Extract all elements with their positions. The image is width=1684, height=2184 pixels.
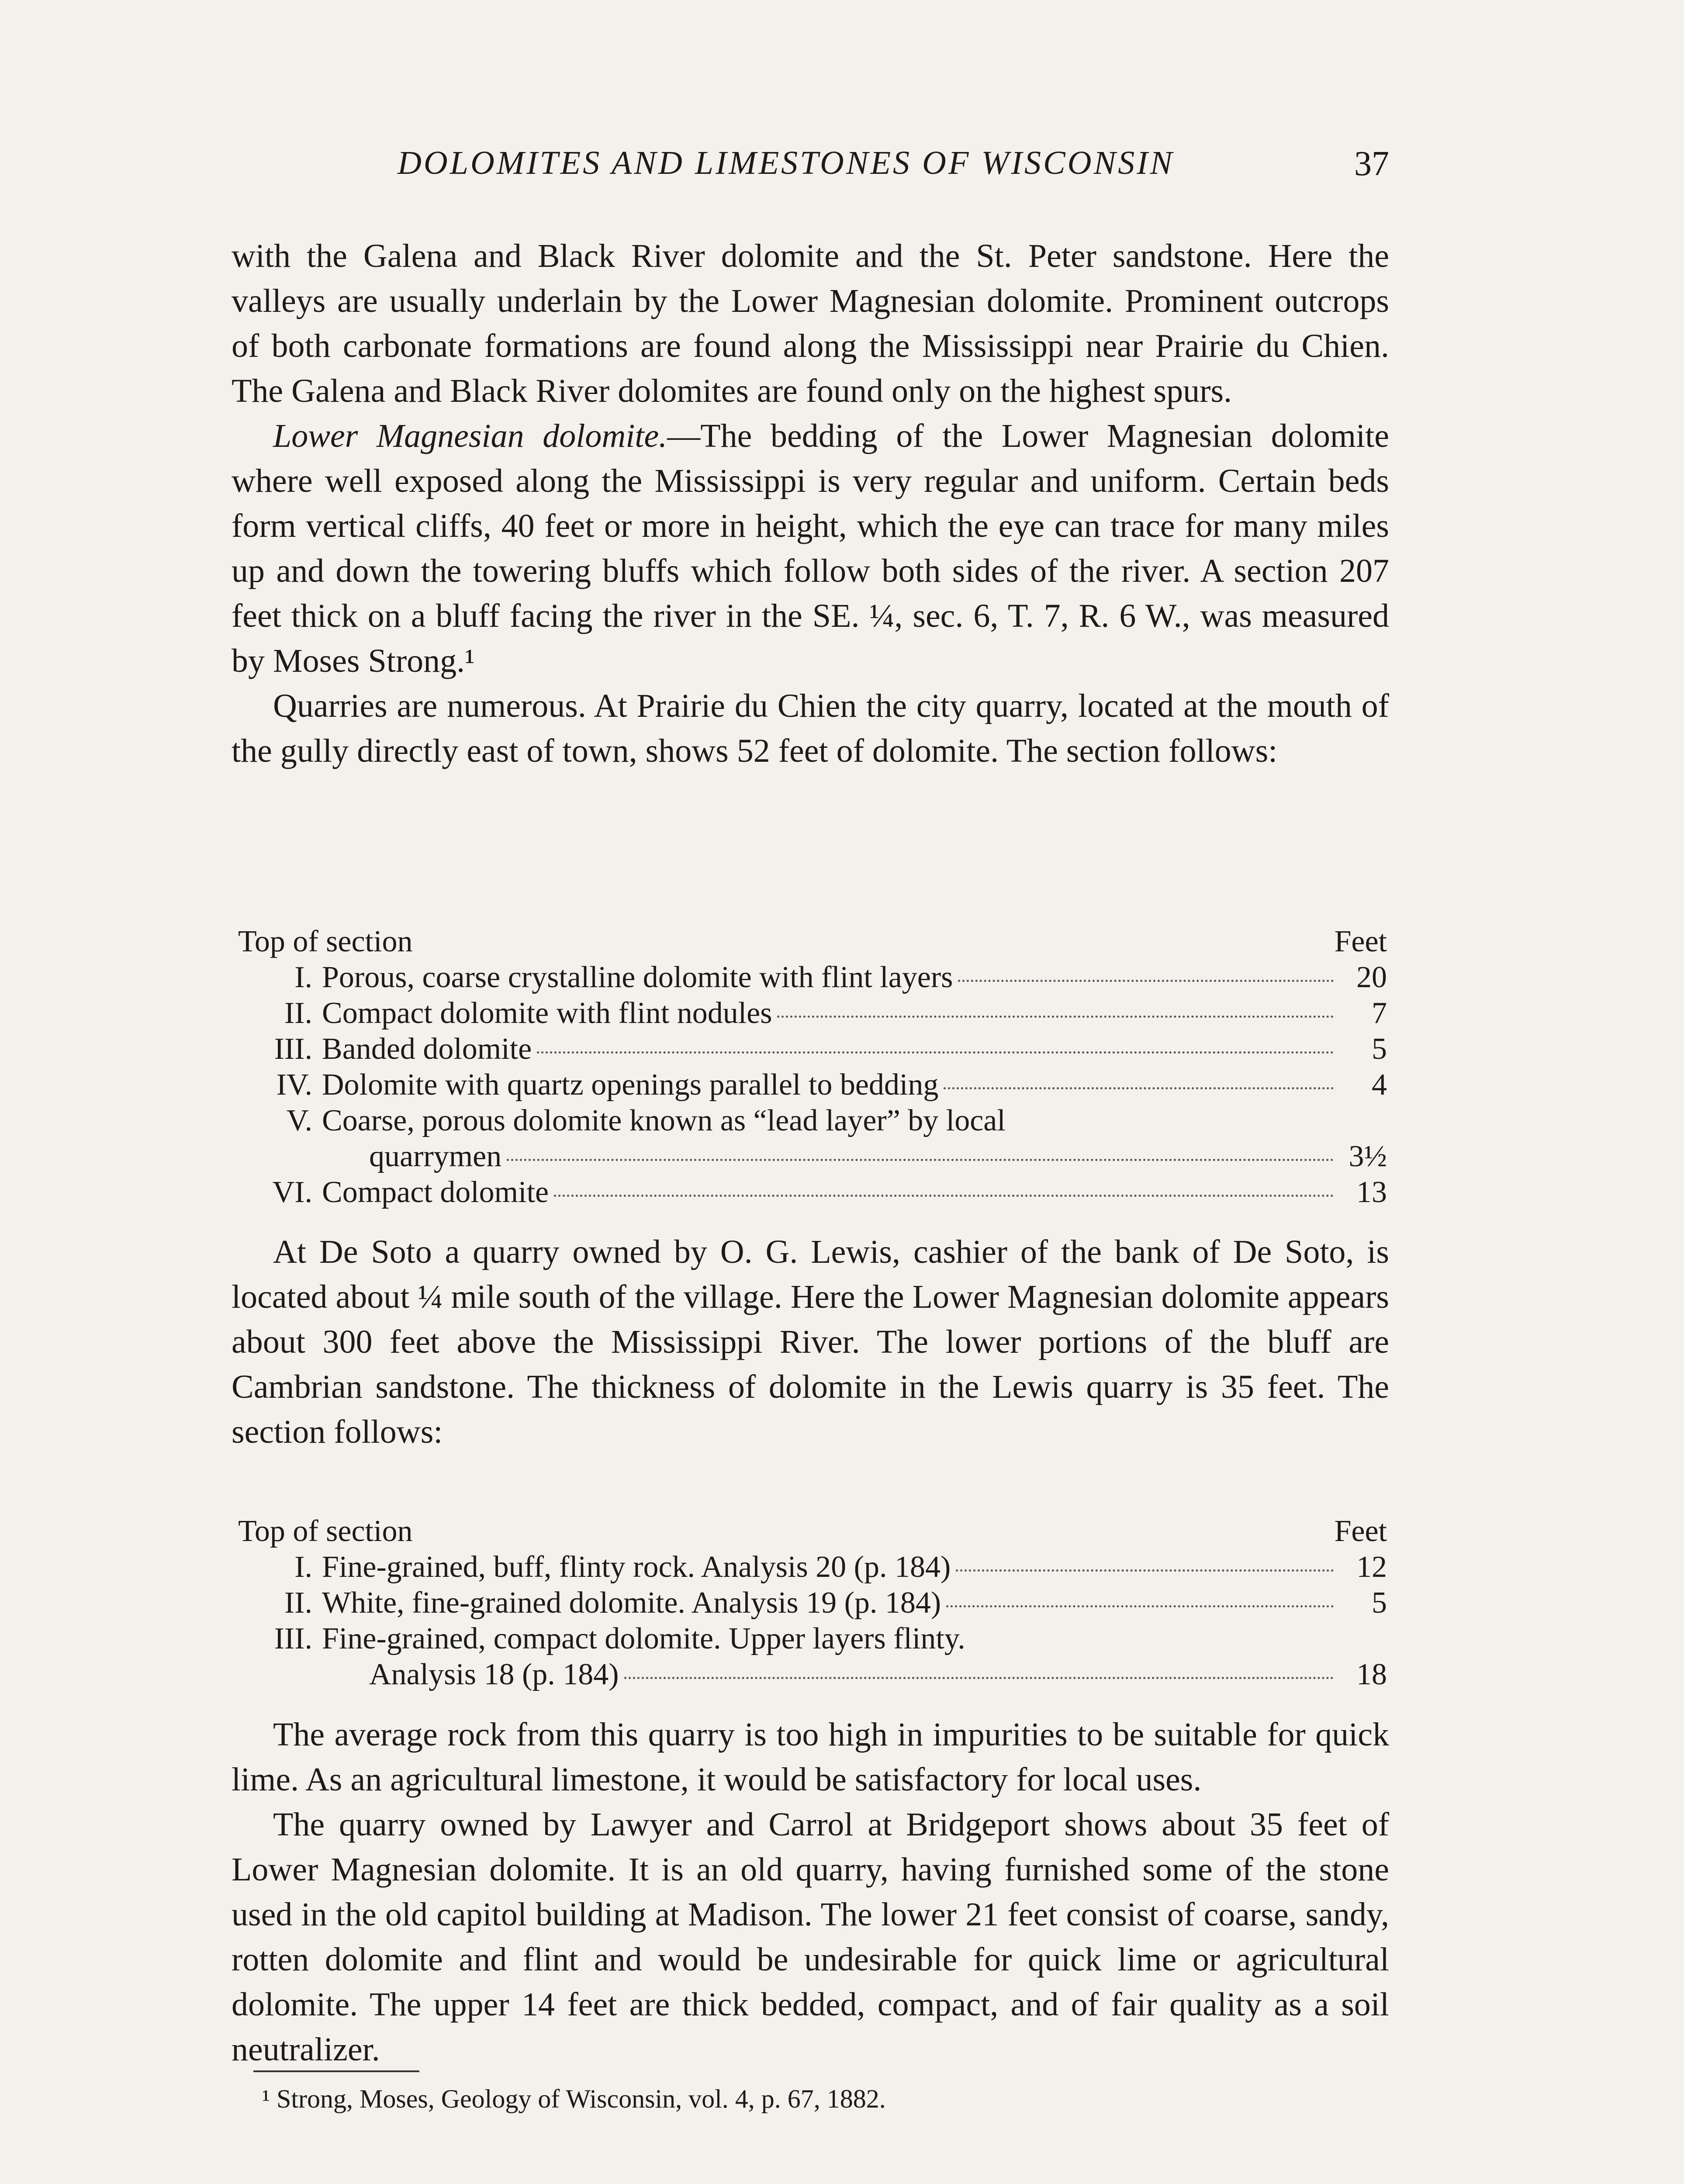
dot-leader	[624, 1677, 1334, 1679]
paragraph-2-heading: Lower Magnesian dolomite.	[273, 418, 667, 454]
dot-leader	[554, 1195, 1334, 1197]
dot-leader	[777, 1016, 1334, 1018]
section-2-header	[238, 1514, 1387, 1549]
text-block-1	[232, 234, 1389, 774]
row-description: Coarse, porous dolomite known as “lead layer” by local	[322, 1104, 1006, 1137]
row-number: IV.	[276, 1068, 312, 1102]
row-feet: 18	[1356, 1658, 1387, 1691]
row-description: Fine-grained, buff, flinty rock. Analysis 20 (p. 184)	[322, 1550, 951, 1584]
paragraph-1: with the Galena and Black River dolomite and the St. Peter sandstone. Here the valleys are usually underlain by the Lower Magnesian dolomite. Prominent outcrops of both carbonate formations are found along the Mississippi near Prairie du Chien. The Galena and Black River dolomites are found only on the highest spurs.	[232, 238, 1389, 409]
row-number: II.	[284, 996, 312, 1030]
row-feet: 5	[1372, 1032, 1387, 1066]
row-number: III.	[274, 1032, 312, 1066]
section-table-1	[238, 924, 1387, 1210]
row-description-continued: Analysis 18 (p. 184)	[369, 1658, 619, 1691]
row-description: Fine-grained, compact dolomite. Upper layers flinty.	[322, 1622, 965, 1655]
section-row	[238, 960, 1387, 995]
section-row-continuation	[238, 1139, 1387, 1175]
dot-leader	[958, 980, 1334, 982]
page-header	[245, 144, 1389, 192]
text-block-2	[232, 1230, 1389, 1455]
section-1-unit-label: Feet	[1334, 925, 1387, 958]
row-feet: 12	[1356, 1550, 1387, 1584]
row-description: Compact dolomite with flint nodules	[322, 996, 772, 1030]
row-description: Dolomite with quartz openings parallel to bedding	[322, 1068, 939, 1102]
running-title: DOLOMITES AND LIMESTONES OF WISCONSIN	[398, 145, 1175, 181]
section-2-unit-label: Feet	[1334, 1514, 1387, 1548]
paragraph-2-text: —The bedding of the Lower Magnesian dolomite where well exposed along the Mississippi is very regular and uniform. Certain beds form vertical cliffs, 40 feet or more in height, which the eye can trace for many miles up and down the towering bluffs which follow both sides of the river. A section 207 feet thick on a bluff facing the river in the SE. ¼, sec. 6, T. 7, R. 6 W., was measured by Moses Strong.¹	[232, 418, 1389, 679]
text-block-3	[232, 1712, 1389, 2072]
section-row	[238, 1031, 1387, 1067]
section-row	[238, 1067, 1387, 1103]
dot-leader	[946, 1605, 1334, 1607]
section-table-2	[238, 1514, 1387, 1693]
paragraph-2	[232, 414, 1389, 684]
paragraph-5: The average rock from this quarry is too high in impurities to be suitable for quick lime. As an agricultural limestone, it would be satisfactory for local uses.	[232, 1716, 1389, 1798]
dot-leader	[944, 1087, 1334, 1089]
dot-leader	[956, 1569, 1334, 1572]
row-feet: 5	[1372, 1586, 1387, 1620]
row-number: II.	[284, 1586, 312, 1620]
section-2-top-label: Top of section	[238, 1514, 413, 1548]
row-feet: 4	[1372, 1068, 1387, 1102]
footnote: ¹ Strong, Moses, Geology of Wisconsin, vol. 4, p. 67, 1882.	[262, 2084, 886, 2113]
row-number: I.	[294, 961, 312, 994]
row-description: Banded dolomite	[322, 1032, 532, 1066]
row-number: I.	[294, 1550, 312, 1584]
paragraph-4: At De Soto a quarry owned by O. G. Lewis, cashier of the bank of De Soto, is located about ¼ mile south of the village. Here the Lower Magnesian dolomite appears about 300 feet above the Mississippi River. The lower portions of the bluff are Cambrian sandstone. The thickness of dolomite in the Lewis quarry is 35 feet. The section follows:	[232, 1234, 1389, 1450]
section-row	[238, 1175, 1387, 1210]
section-row-continuation	[238, 1657, 1387, 1693]
footnote-rule	[253, 2070, 419, 2072]
row-number: III.	[274, 1622, 312, 1655]
row-number: V.	[286, 1104, 312, 1137]
section-row	[238, 995, 1387, 1031]
section-row	[238, 1549, 1387, 1585]
row-feet: 7	[1372, 996, 1387, 1030]
page-number: 37	[1354, 145, 1389, 183]
paragraph-6: The quarry owned by Lawyer and Carrol at Bridgeport shows about 35 feet of Lower Magnesian dolomite. It is an old quarry, having furnished some of the stone used in the old capitol building at Madison. The lower 21 feet consist of coarse, sandy, rotten dolomite and flint and would be undesirable for quick lime or agricultural dolomite. The upper 14 feet are thick bedded, compact, and of fair quality as a soil neutralizer.	[232, 1806, 1389, 2068]
dot-leader	[507, 1159, 1334, 1161]
section-1-header	[238, 924, 1387, 960]
row-feet: 20	[1356, 961, 1387, 994]
row-feet: 3½	[1349, 1140, 1387, 1173]
paragraph-3: Quarries are numerous. At Prairie du Chien the city quarry, located at the mouth of the gully directly east of town, shows 52 feet of dolomite. The section follows:	[232, 688, 1389, 769]
row-number: VI.	[272, 1175, 312, 1209]
row-description-continued: quarrymen	[369, 1140, 502, 1173]
section-row	[238, 1103, 1387, 1139]
section-row	[238, 1585, 1387, 1621]
row-description: White, fine-grained dolomite. Analysis 19 (p. 184)	[322, 1586, 941, 1620]
row-description: Compact dolomite	[322, 1175, 549, 1209]
row-description: Porous, coarse crystalline dolomite with flint layers	[322, 961, 953, 994]
section-1-top-label: Top of section	[238, 925, 413, 958]
row-feet: 13	[1356, 1175, 1387, 1209]
section-row	[238, 1621, 1387, 1657]
dot-leader	[537, 1051, 1334, 1054]
